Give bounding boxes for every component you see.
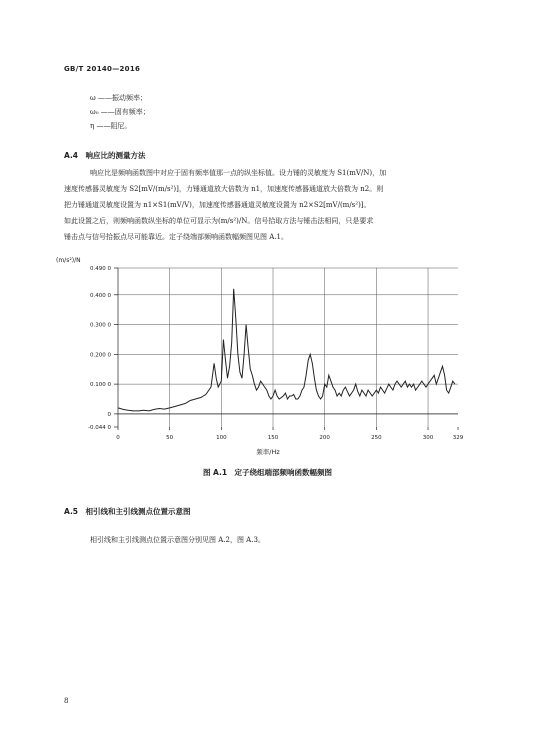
x-tick-label: 300 bbox=[422, 435, 434, 441]
x-tick-label: 50 bbox=[166, 435, 174, 441]
variable-eta bbox=[90, 121, 131, 131]
variable-symbol: ω₀ bbox=[90, 108, 99, 116]
x-tick-label: 150 bbox=[267, 435, 279, 441]
page-number: 8 bbox=[64, 697, 69, 705]
section-heading-a5: A.5 相引线和主引线测点位置示意图 bbox=[64, 507, 191, 516]
variable-desc: ——阻尼。 bbox=[96, 122, 132, 130]
chart-grid bbox=[118, 268, 458, 427]
variable-desc: ——固有频率； bbox=[100, 108, 150, 116]
x-tick-label: 329 bbox=[452, 435, 464, 441]
x-axis-label: 频率/Hz bbox=[256, 448, 280, 456]
section-a5-text: 相引线和主引线测点位置示意图分别见图 A.2，图 A.3。 bbox=[90, 536, 265, 544]
paragraph-line: 把力锤通道灵敏度设置为 n1×S1(mV/V)，加速度传感器通道灵敏度设置为 n2×S2[mV/(m/s²)]。 bbox=[64, 201, 371, 209]
x-tick-label: 250 bbox=[371, 435, 382, 441]
x-tick-label: 100 bbox=[216, 435, 227, 441]
variable-symbol: η bbox=[90, 122, 95, 130]
standard-code: GB/T 20140—2016 bbox=[64, 65, 141, 73]
paragraph-line: 锤击点与信号拾振点尽可能靠近。定子绕端部频响函数幅频图见图 A.1。 bbox=[64, 233, 288, 241]
y-tick-label: -0.044 0 bbox=[88, 425, 111, 431]
y-tick-label: 0.200 0 bbox=[90, 352, 111, 359]
y-tick-label: 0.100 0 bbox=[90, 382, 111, 389]
figure-caption: 图 A.1 定子绕组端部频响函数幅频图 bbox=[202, 468, 333, 477]
y-tick-label: 0.400 0 bbox=[90, 292, 111, 299]
y-axis-label: (m/s²)/N bbox=[56, 257, 81, 264]
section-a4-paragraph bbox=[64, 165, 470, 245]
y-tick-label: 0.300 0 bbox=[90, 322, 111, 329]
series-line bbox=[118, 289, 455, 411]
variable-omega0 bbox=[90, 107, 150, 117]
section-heading-a4: A.4 响应比的测量方法 bbox=[64, 151, 146, 160]
y-tick-labels bbox=[88, 266, 111, 431]
y-tick-label: 0 bbox=[107, 411, 111, 418]
variable-symbol: ω bbox=[90, 94, 96, 102]
chart-axes bbox=[114, 268, 458, 430]
variable-omega bbox=[90, 93, 147, 103]
y-tick-label: 0.490 0 bbox=[90, 266, 111, 272]
x-tick-label: 200 bbox=[319, 435, 330, 441]
paragraph-line: 响应比是频响函数图中对应于固有频率值那一点的纵坐标值。设力锤的灵敏度为 S1(mV/N)，加 bbox=[90, 169, 387, 177]
paragraph-line: 速度传感器灵敏度为 S2[mV/(m/s²)]，力锤通道放大倍数为 n1，加速度传感器通道放大倍数为 n2。则 bbox=[64, 185, 384, 193]
x-tick-labels bbox=[116, 435, 463, 441]
x-tick-label: 0 bbox=[116, 435, 120, 441]
paragraph-line: 如此设置之后，则频响函数纵坐标的单位可显示为(m/s²)/N。信号拾取方法与锤击法相同，只是要求 bbox=[64, 217, 374, 225]
frf-chart bbox=[50, 250, 485, 460]
variable-desc: ——振动频率； bbox=[97, 94, 147, 102]
